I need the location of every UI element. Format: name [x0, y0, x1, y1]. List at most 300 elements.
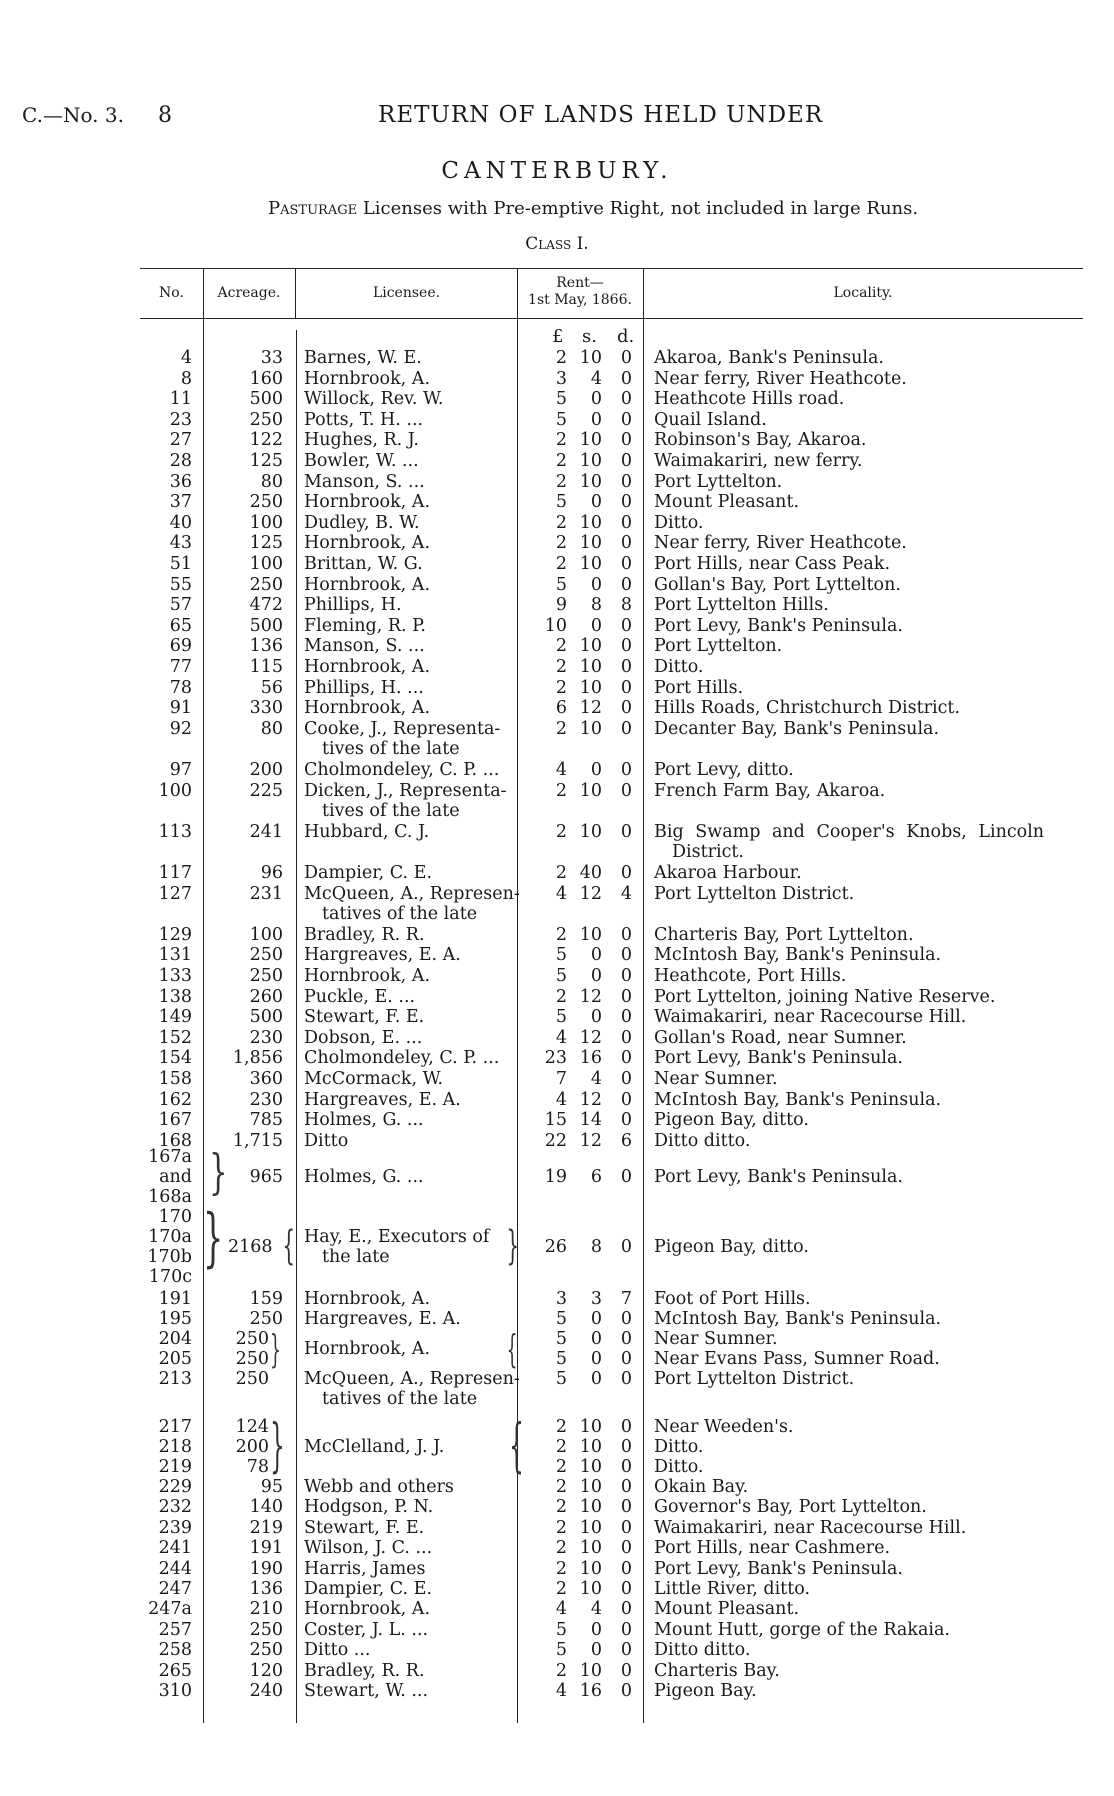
row-licensee: Coster, J. L. ...: [304, 1619, 429, 1640]
rent-pounds: 4: [555, 1027, 567, 1048]
row-acreage: 210: [249, 1599, 283, 1620]
rent-shillings: 10: [579, 1558, 602, 1579]
row-licensee: Cholmondeley, C. P. ...: [304, 760, 500, 780]
row-no: 91: [169, 698, 192, 719]
column-divider: [517, 268, 518, 1723]
rent-pence: 0: [620, 1619, 632, 1640]
rent-shillings: 10: [579, 1517, 602, 1538]
rent-shillings: 0: [590, 389, 602, 410]
row-acreage: 56: [260, 677, 283, 698]
row-licensee: Manson, S. ...: [304, 636, 425, 657]
rent-pence: 0: [620, 1237, 632, 1257]
rent-pounds: 2: [555, 821, 567, 842]
row-licensee: Hodgson, P. N.: [304, 1497, 434, 1518]
rent-shillings: 0: [590, 1329, 602, 1349]
row-no: 43: [169, 533, 192, 554]
row-licensee: Cholmondeley, C. P. ...: [304, 1048, 500, 1069]
row-licensee: Harris, James: [304, 1558, 426, 1579]
row-no: 77: [169, 657, 192, 677]
rent-shillings: 12: [579, 883, 602, 904]
row-no: 217: [158, 1417, 192, 1437]
row-licensee: Holmes, G. ...: [304, 1110, 424, 1131]
row-licensee-cont: tives of the late: [322, 739, 460, 760]
row-no: 92: [169, 718, 192, 739]
header-no: No.: [159, 285, 184, 301]
row-licensee: Hornbrook, A.: [304, 1599, 431, 1620]
row-acreage: 230: [249, 1027, 283, 1048]
rent-shillings: 0: [590, 1349, 602, 1369]
rent-pence: 0: [620, 430, 632, 451]
row-acreage: 191: [249, 1538, 283, 1559]
row-locality: Port Levy, ditto.: [654, 760, 794, 780]
row-licensee: Dampier, C. E.: [304, 1579, 433, 1599]
rent-pounds: 15: [544, 1110, 567, 1131]
row-no: 28: [169, 451, 192, 471]
row-acreage: 260: [249, 986, 283, 1007]
rent-shillings: 10: [579, 1477, 602, 1497]
row-acreage: 500: [249, 389, 283, 410]
rent-pounds: 4: [555, 1599, 567, 1620]
row-locality: Big Swamp and Cooper's Knobs, Lincoln: [654, 821, 1045, 842]
row-acreage: 250: [249, 966, 283, 986]
row-no: 4: [180, 348, 192, 368]
row-locality: Pigeon Bay, ditto.: [654, 1237, 809, 1257]
row-licensee: Hornbrook, A.: [304, 657, 431, 677]
row-acreage: 231: [249, 883, 283, 904]
rent-pence: 0: [620, 1369, 632, 1389]
row-licensee: Hay, E., Executors of: [304, 1227, 490, 1247]
rent-pence: 0: [620, 1110, 632, 1131]
row-acreage: 136: [249, 636, 283, 657]
row-licensee-cont: tives of the late: [322, 801, 460, 822]
row-no: 138: [158, 986, 192, 1007]
rent-pence: 0: [620, 554, 632, 574]
rent-shillings: 0: [590, 409, 602, 430]
row-locality: Ditto.: [654, 512, 704, 533]
rent-pence: 0: [620, 492, 632, 513]
rent-pence: 4: [620, 883, 632, 904]
row-acreage: 250: [249, 409, 283, 430]
rent-pounds: 2: [555, 1558, 567, 1579]
row-licensee: Dudley, B. W.: [304, 512, 420, 533]
row-licensee: Hornbrook, A.: [304, 492, 431, 513]
row-acreage: 115: [249, 657, 283, 677]
rent-pounds: 5: [555, 1349, 567, 1369]
rent-pence: 0: [620, 1681, 632, 1701]
row-no: 218: [158, 1437, 192, 1457]
row-no: 100: [158, 780, 192, 801]
row-licensee: Hughes, R. J.: [304, 430, 419, 451]
row-locality: Near ferry, River Heathcote.: [654, 368, 907, 389]
row-no: 241: [158, 1538, 192, 1559]
rent-pounds: 2: [555, 1660, 567, 1681]
rent-shillings: 6: [590, 1167, 602, 1187]
region-heading: CANTERBURY.: [441, 158, 673, 184]
row-licensee-cont: tatives of the late: [322, 1389, 478, 1409]
rent-pounds: 2: [555, 863, 567, 883]
header-rent: Rent— 1st May, 1866.: [528, 275, 632, 308]
row-acreage: 124: [235, 1417, 269, 1437]
row-acreage: 95: [260, 1477, 283, 1497]
rent-shillings: 0: [590, 574, 602, 595]
row-licensee: Cooke, J., Representa-: [304, 718, 501, 739]
row-locality: Robinson's Bay, Akaroa.: [654, 430, 867, 451]
rent-shillings: 10: [579, 821, 602, 842]
rent-shillings: 12: [579, 1130, 602, 1151]
row-acreage: 200: [235, 1437, 269, 1457]
rent-pence: 0: [620, 1048, 632, 1069]
row-acreage: 80: [260, 718, 283, 739]
rent-pounds: 19: [544, 1167, 567, 1187]
brace-left: {: [506, 1327, 518, 1371]
rent-pence: 0: [620, 966, 632, 986]
row-no: 232: [158, 1497, 192, 1518]
rent-pence: 0: [620, 368, 632, 389]
row-licensee: Stewart, F. E.: [304, 1517, 425, 1538]
row-locality: Gollan's Bay, Port Lyttelton.: [654, 574, 901, 595]
header-licensee: Licensee.: [372, 285, 441, 301]
row-acreage: 230: [249, 1089, 283, 1110]
row-licensee: McCormack, W.: [304, 1069, 444, 1089]
row-licensee: Webb and others: [304, 1477, 454, 1497]
rent-pounds: 5: [555, 945, 567, 966]
rent-pounds: 4: [555, 883, 567, 904]
rent-pence: 0: [620, 1477, 632, 1497]
row-locality: Waimakariri, new ferry.: [654, 451, 863, 471]
row-no: 97: [169, 760, 192, 780]
rent-pence: 0: [620, 533, 632, 554]
rent-pence: 0: [620, 1329, 632, 1349]
subtitle-caps: Pasturage: [268, 198, 358, 219]
row-no: 127: [158, 883, 192, 904]
row-locality: Port Levy, Bank's Peninsula.: [654, 1558, 903, 1579]
row-locality: Waimakariri, near Racecourse Hill.: [654, 1007, 967, 1028]
row-locality: Akaroa Harbour.: [654, 863, 802, 883]
rent-pounds: 5: [555, 574, 567, 595]
rent-shillings: 10: [579, 924, 602, 945]
row-acreage: 159: [249, 1289, 283, 1309]
rent-pounds: 2: [555, 430, 567, 451]
rent-pounds: 5: [555, 1007, 567, 1028]
row-no: 37: [169, 492, 192, 513]
rent-pence: 7: [620, 1289, 632, 1309]
rent-pence: 0: [620, 657, 632, 677]
rent-shillings: 10: [579, 1437, 602, 1457]
row-acreage: 250: [249, 1619, 283, 1640]
rent-shillings: 10: [579, 1538, 602, 1559]
row-locality: Quail Island.: [654, 409, 767, 430]
row-no: 239: [158, 1517, 192, 1538]
row-licensee: Holmes, G. ...: [304, 1167, 424, 1187]
rent-shillings: 0: [590, 760, 602, 780]
rent-shillings: 10: [579, 512, 602, 533]
row-licensee: Hargreaves, E. A.: [304, 1089, 461, 1110]
rent-pence: 0: [620, 1517, 632, 1538]
rent-pounds: 5: [555, 1640, 567, 1661]
row-acreage: 330: [249, 698, 283, 719]
row-acreage: 100: [249, 554, 283, 574]
row-no: 27: [169, 430, 192, 451]
row-no: 78: [169, 677, 192, 698]
rent-pence: 0: [620, 718, 632, 739]
rent-pounds: 5: [555, 492, 567, 513]
rent-pounds: 7: [555, 1069, 567, 1089]
row-acreage: 100: [249, 512, 283, 533]
row-licensee-cont: the late: [322, 1247, 390, 1267]
rent-pence: 0: [620, 471, 632, 492]
rent-pounds: 2: [555, 986, 567, 1007]
row-licensee: Dobson, E. ...: [304, 1027, 423, 1048]
rent-pounds: 2: [555, 718, 567, 739]
rent-shillings: 12: [579, 1089, 602, 1110]
row-acreage: 200: [249, 760, 283, 780]
row-locality: Port Lyttelton District.: [654, 883, 855, 904]
row-locality: Port Hills.: [654, 677, 744, 698]
row-acreage: 1,715: [232, 1130, 283, 1151]
row-acreage: 219: [249, 1517, 283, 1538]
rent-shillings: 10: [579, 657, 602, 677]
rent-shillings: 10: [579, 430, 602, 451]
rent-shillings: 10: [579, 636, 602, 657]
row-acreage: 250: [249, 492, 283, 513]
rent-pence: 0: [620, 1167, 632, 1187]
column-divider: [296, 330, 297, 1723]
row-licensee: Phillips, H.: [304, 595, 402, 616]
row-licensee: Dampier, C. E.: [304, 863, 433, 883]
rent-shillings: 16: [579, 1681, 602, 1701]
rent-pence: 0: [620, 574, 632, 595]
rent-pounds: 2: [555, 1457, 567, 1477]
rent-pence: 0: [620, 1660, 632, 1681]
row-no: 131: [158, 945, 192, 966]
row-locality: Port Levy, Bank's Peninsula.: [654, 1048, 903, 1069]
rent-pence: 0: [620, 1417, 632, 1437]
rent-pounds: 3: [555, 368, 567, 389]
rent-pounds: 3: [555, 1289, 567, 1309]
row-acreage: 500: [249, 615, 283, 636]
rent-pounds: 2: [555, 451, 567, 471]
row-no: 213: [158, 1369, 192, 1389]
rent-shillings: 4: [590, 1599, 602, 1620]
row-licensee: McQueen, A., Represen-: [304, 883, 520, 904]
rent-pounds: 5: [555, 1309, 567, 1329]
row-acreage: 125: [249, 451, 283, 471]
row-locality: Near Sumner.: [654, 1329, 778, 1349]
rent-pence: 0: [620, 1349, 632, 1369]
rent-shillings: 0: [590, 492, 602, 513]
rent-pounds: 6: [555, 698, 567, 719]
rent-shillings: 10: [579, 1660, 602, 1681]
row-locality: Pigeon Bay, ditto.: [654, 1110, 809, 1131]
row-acreage: 122: [249, 430, 283, 451]
rent-pounds: 9: [555, 595, 567, 616]
row-acreage: 240: [249, 1681, 283, 1701]
row-locality: Heathcote Hills road.: [654, 389, 845, 410]
rent-pounds: 2: [555, 677, 567, 698]
rent-pence: 0: [620, 821, 632, 842]
row-acreage: 250: [249, 574, 283, 595]
document-reference: C.—No. 3.: [22, 103, 124, 127]
row-licensee: Stewart, W. ...: [304, 1681, 429, 1701]
row-licensee: Potts, T. H. ...: [304, 409, 424, 430]
row-no: 167: [158, 1110, 192, 1131]
row-no: 257: [158, 1619, 192, 1640]
rent-pence: 0: [620, 986, 632, 1007]
row-locality: Hills Roads, Christchurch District.: [654, 698, 961, 719]
rent-pence: 0: [620, 1538, 632, 1559]
row-acreage: 96: [260, 863, 283, 883]
rent-shillings: 10: [579, 533, 602, 554]
rent-pounds: 5: [555, 1329, 567, 1349]
row-no: 167a: [148, 1147, 192, 1167]
rent-pence: 0: [620, 512, 632, 533]
row-licensee: McClelland, J. J.: [304, 1437, 445, 1457]
row-no: 133: [158, 966, 192, 986]
rent-pence: 0: [620, 1007, 632, 1028]
header-bottom-rule: [140, 318, 1083, 319]
unit-pounds: £: [552, 326, 564, 347]
row-acreage: 241: [249, 821, 283, 842]
row-acreage: 785: [249, 1110, 283, 1131]
rent-shillings: 0: [590, 1309, 602, 1329]
header-acreage: Acreage.: [217, 285, 281, 301]
row-no: 23: [169, 409, 192, 430]
rent-pence: 0: [620, 1027, 632, 1048]
rent-pounds: 2: [555, 348, 567, 368]
row-locality: Port Hills, near Cashmere.: [654, 1538, 891, 1559]
row-acreage: 250: [249, 1640, 283, 1661]
class-label: Class I.: [525, 234, 589, 254]
row-licensee: Hargreaves, E. A.: [304, 1309, 461, 1329]
rent-shillings: 12: [579, 1027, 602, 1048]
rent-pounds: 4: [555, 1681, 567, 1701]
row-no: 149: [158, 1007, 192, 1028]
row-licensee: Hornbrook, A.: [304, 1289, 431, 1309]
rent-pence: 0: [620, 1599, 632, 1620]
rent-pounds: 2: [555, 1437, 567, 1457]
row-acreage: 472: [249, 595, 283, 616]
row-locality: Charteris Bay.: [654, 1660, 780, 1681]
row-no: 247: [158, 1579, 192, 1599]
row-acreage: 125: [249, 533, 283, 554]
row-locality: Governor's Bay, Port Lyttelton.: [654, 1497, 927, 1518]
rent-shillings: 12: [579, 698, 602, 719]
rent-pence: 0: [620, 1069, 632, 1089]
rent-pence: 0: [620, 1579, 632, 1599]
row-locality: Ditto ditto.: [654, 1130, 751, 1151]
rent-pence: 0: [620, 698, 632, 719]
row-locality: Charteris Bay, Port Lyttelton.: [654, 924, 914, 945]
rent-pounds: 2: [555, 512, 567, 533]
row-acreage: 360: [249, 1069, 283, 1089]
rent-pence: 0: [620, 451, 632, 471]
row-locality: French Farm Bay, Akaroa.: [654, 780, 886, 801]
row-no: 117: [158, 863, 192, 883]
row-locality: Near Weeden's.: [654, 1417, 794, 1437]
row-locality: Mount Pleasant.: [654, 492, 800, 513]
row-locality: Port Levy, Bank's Peninsula.: [654, 1167, 903, 1187]
rent-pounds: 2: [555, 1538, 567, 1559]
row-no: 158: [158, 1069, 192, 1089]
rent-pounds: 10: [544, 615, 567, 636]
brace-left: {: [282, 1223, 296, 1269]
row-no: 162: [158, 1089, 192, 1110]
row-no: and: [159, 1167, 192, 1187]
row-licensee: Bowler, W. ...: [304, 451, 419, 471]
rent-shillings: 10: [579, 1457, 602, 1477]
row-locality: Port Levy, Bank's Peninsula.: [654, 615, 903, 636]
row-licensee: Hornbrook, A.: [304, 698, 431, 719]
rent-pounds: 4: [555, 1089, 567, 1110]
rent-shillings: 0: [590, 1369, 602, 1389]
row-acreage: 250: [249, 945, 283, 966]
row-no: 229: [158, 1477, 192, 1497]
row-locality: Gollan's Road, near Sumner.: [654, 1027, 907, 1048]
row-locality: Port Lyttelton.: [654, 471, 783, 492]
rent-shillings: 10: [579, 451, 602, 471]
row-licensee: Dicken, J., Representa-: [304, 780, 507, 801]
row-no: 69: [169, 636, 192, 657]
rent-pounds: 2: [555, 780, 567, 801]
row-locality: Little River, ditto.: [654, 1579, 811, 1599]
rent-shillings: 10: [579, 471, 602, 492]
row-no: 168: [158, 1130, 192, 1151]
rent-shillings: 4: [590, 368, 602, 389]
brace-right: }: [203, 1201, 224, 1275]
row-licensee: Hornbrook, A.: [304, 966, 431, 986]
rent-shillings: 3: [590, 1289, 602, 1309]
rent-pounds: 5: [555, 409, 567, 430]
row-acreage: 120: [249, 1660, 283, 1681]
header-locality: Locality.: [833, 285, 893, 301]
row-acreage: 250: [235, 1329, 269, 1349]
rent-pence: 0: [620, 636, 632, 657]
row-no: 11: [169, 389, 192, 410]
rent-pence: 0: [620, 945, 632, 966]
row-acreage: 80: [260, 471, 283, 492]
unit-pence: d.: [617, 326, 635, 347]
row-licensee: Manson, S. ...: [304, 471, 425, 492]
row-locality: Ditto.: [654, 1457, 704, 1477]
row-licensee: Hargreaves, E. A.: [304, 945, 461, 966]
rent-shillings: 14: [579, 1110, 602, 1131]
page-title: RETURN OF LANDS HELD UNDER: [378, 102, 824, 128]
row-no: 244: [158, 1558, 192, 1579]
row-licensee: McQueen, A., Represen-: [304, 1369, 520, 1389]
row-no: 51: [169, 554, 192, 574]
row-locality: Heathcote, Port Hills.: [654, 966, 847, 986]
rent-pence: 0: [620, 1309, 632, 1329]
row-acreage: 965: [249, 1167, 283, 1187]
rent-shillings: 0: [590, 615, 602, 636]
row-licensee: Hornbrook, A.: [304, 368, 431, 389]
row-locality: Foot of Port Hills.: [654, 1289, 811, 1309]
rent-pounds: 2: [555, 1477, 567, 1497]
row-acreage: 2168: [228, 1237, 273, 1257]
rent-pounds: 5: [555, 389, 567, 410]
row-acreage: 190: [249, 1558, 283, 1579]
page-number: 8: [158, 103, 172, 128]
rent-shillings: 8: [590, 595, 602, 616]
rent-pence: 0: [620, 348, 632, 368]
rent-pounds: 5: [555, 1369, 567, 1389]
row-locality: Port Lyttelton Hills.: [654, 595, 829, 616]
row-acreage: 225: [249, 780, 283, 801]
rent-pence: 0: [620, 1437, 632, 1457]
rent-pounds: 2: [555, 554, 567, 574]
table-subtitle: [268, 198, 918, 219]
row-licensee: Stewart, F. E.: [304, 1007, 425, 1028]
